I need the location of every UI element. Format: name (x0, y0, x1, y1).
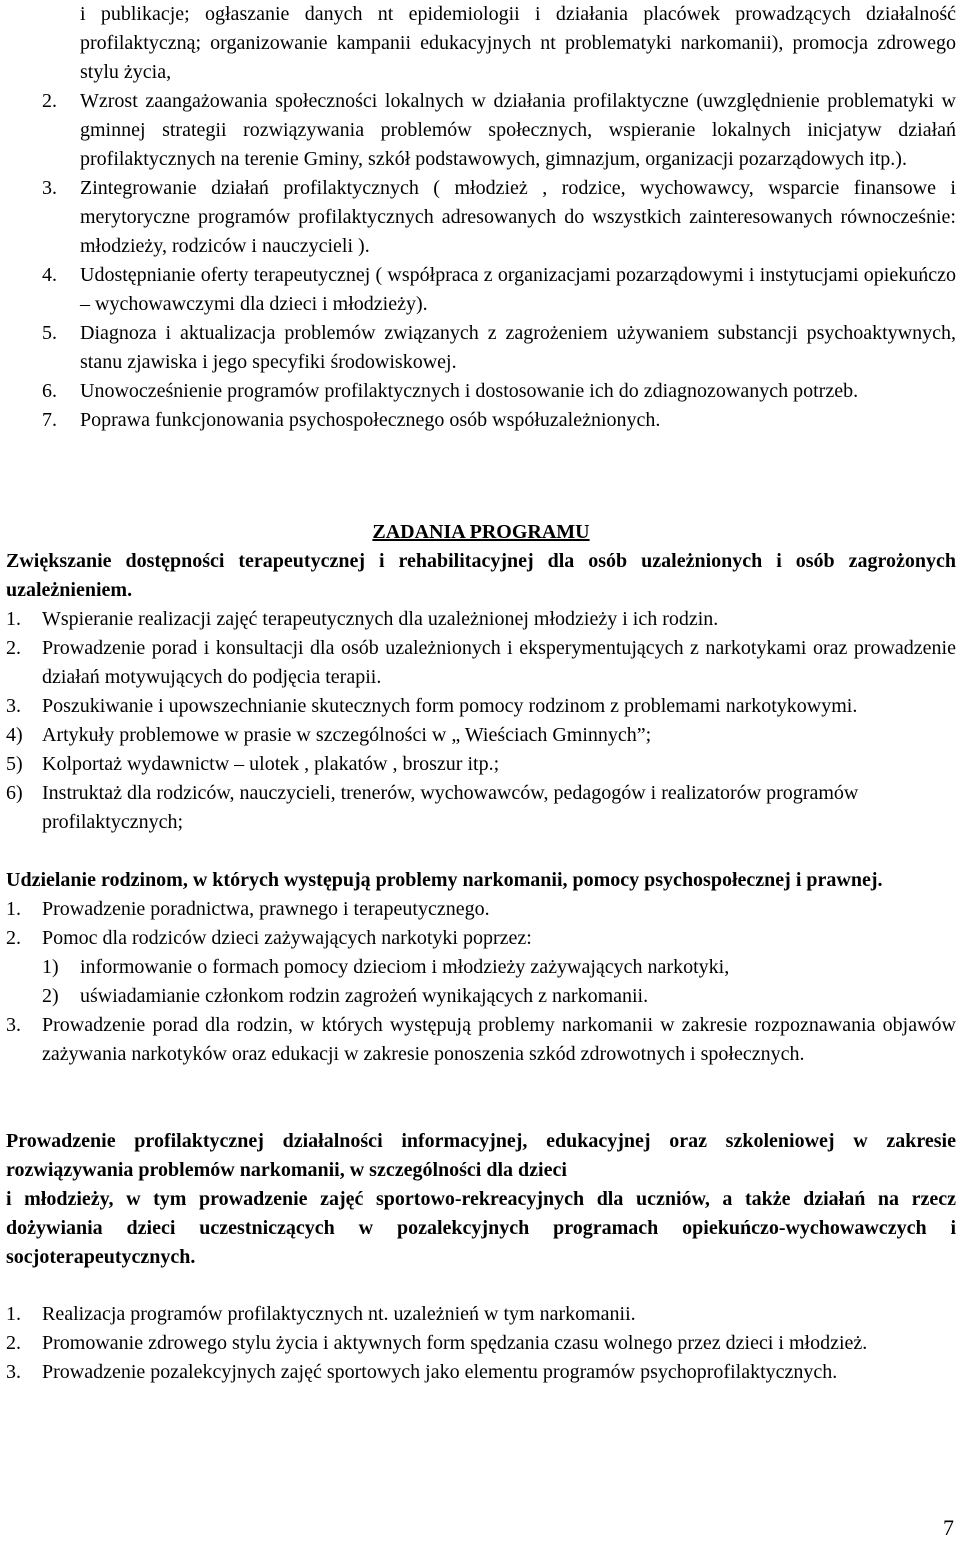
section-title: ZADANIA PROGRAMU (372, 521, 590, 543)
list-item (42, 174, 956, 261)
list-item (6, 1300, 956, 1329)
list-text: Realizacja programów profilaktycznych nt. uzależnień w tym narkomanii. (42, 1303, 636, 1325)
list-item (6, 634, 956, 692)
list-number: 4) (6, 724, 23, 746)
list-text: informowanie o formach pomocy dzieciom i młodzieży zażywających narkotyki, (80, 956, 730, 978)
list-number: 2. (42, 90, 57, 112)
list-number: 3. (6, 695, 21, 717)
list-item (6, 779, 956, 837)
task-group-3 (6, 1127, 956, 1272)
list-item (6, 1011, 956, 1069)
list-text: Artykuły problemowe w prasie w szczególności w „ Wieściach Gminnych”; (42, 724, 652, 746)
sub-list-item (6, 953, 956, 982)
list-item (42, 87, 956, 174)
list-text: Prowadzenie pozalekcyjnych zajęć sportowych jako elementu programów psychoprofilaktycznych. (42, 1361, 838, 1383)
list-text: Prowadzenie porad dla rodzin, w których występują problemy narkomanii w zakresie rozpoznawania objawów zażywania narkotyków oraz edukacji w zakresie ponoszenia szkód zdrowotnych i społecznych. (42, 1014, 956, 1065)
list-item (6, 721, 956, 750)
list-item (6, 1329, 956, 1358)
task-heading: Udzielanie rodzinom, w których występują problemy narkomanii, pomocy psychospołecznej i prawnej. (6, 869, 883, 891)
list-number: 2. (6, 927, 21, 949)
task-heading: Zwiększanie dostępności terapeutycznej i rehabilitacyjnej dla osób uzależnionych i osób zagrożonych uzależnieniem. (6, 550, 956, 601)
list-text: Pomoc dla rodziców dzieci zażywających narkotyki poprzez: (42, 927, 532, 949)
page-number: 7 (943, 1515, 954, 1540)
list-text: Zintegrowanie działań profilaktycznych ( młodzież , rodzice, wychowawcy, wsparcie finansowe i merytoryczne programów profilaktycznych adresowanych do wszystkich zainteresowanych równocześnie: młodzieży, rodziców i nauczycieli ). (80, 177, 956, 257)
list-item (42, 319, 956, 377)
list-number: 6. (42, 380, 57, 402)
list-number: 3. (6, 1014, 21, 1036)
list-number: 2) (42, 985, 59, 1007)
list-item (42, 406, 956, 435)
list-text: Instruktaż dla rodziców, nauczycieli, trenerów, wychowawców, pedagogów i realizatorów programów profilaktycznych; (42, 782, 859, 833)
list-number: 3. (6, 1361, 21, 1383)
list-text: uświadamianie członkom rodzin zagrożeń wynikających z narkomanii. (80, 985, 649, 1007)
list-text: Wzrost zaangażowania społeczności lokalnych w działania profilaktyczne (uwzględnienie problematyki w gminnej strategii rozwiązywania problemów społecznych, wspieranie lokalnych inicjatyw działań profilaktycznych na terenie Gminy, szkół podstawowych, gimnazjum, organizacji pozarządowych itp.). (80, 90, 956, 170)
list-text: Unowocześnienie programów profilaktycznych i dostosowanie ich do zdiagnozowanych potrzeb. (80, 380, 859, 402)
intro-text (80, 0, 956, 87)
list-number: 5) (6, 753, 23, 775)
task-heading-continued: i młodzieży, w tym prowadzenie zajęć sportowo-rekreacyjnych dla uczniów, a także działań na rzecz dożywiania dzieci uczestniczących w pozalekcyjnych programach opiekuńczo-wychowawczych i socjoterapeutycznych. (6, 1188, 956, 1268)
list-text: Udostępnianie oferty terapeutycznej ( współpraca z organizacjami pozarządowymi i instytucjami opiekuńczo – wychowawczymi dla dzieci i młodzieży). (80, 264, 956, 315)
list-number: 2. (6, 637, 21, 659)
list-item (6, 750, 956, 779)
list-number: 1. (6, 608, 21, 630)
task-group-3-list (6, 1300, 956, 1387)
list-item (6, 924, 956, 953)
list-number: 4. (42, 264, 57, 286)
section-title-block (6, 518, 956, 547)
list-number: 3. (42, 177, 57, 199)
list-item (6, 605, 956, 634)
list-item (42, 261, 956, 319)
list-number: 1. (6, 898, 21, 920)
task-heading: Prowadzenie profilaktycznej działalności informacyjnej, edukacyjnej oraz szkoleniowej w zakresie rozwiązywania problemów narkomanii, w szczególności dla dzieci (6, 1130, 956, 1181)
list-number: 5. (42, 322, 57, 344)
list-text: Wspieranie realizacji zajęć terapeutycznych dla uzależnionej młodzieży i ich rodzin. (42, 608, 719, 630)
list-item (6, 692, 956, 721)
list-number: 7. (42, 409, 57, 431)
list-number: 2. (6, 1332, 21, 1354)
list-item (6, 1358, 956, 1387)
intro-paragraph: i publikacje; ogłaszanie danych nt epidemiologii i działania placówek prowadzących działalność profilaktyczną; organizowanie kampanii edukacyjnych nt problematyki narkomanii), promocja zdrowego stylu życia, (80, 3, 956, 83)
list-text: Prowadzenie porad i konsultacji dla osób uzależnionych i eksperymentujących z narkotykami oraz prowadzenie działań motywujących do podjęcia terapii. (42, 637, 956, 688)
list-text: Diagnoza i aktualizacja problemów związanych z zagrożeniem używaniem substancji psychoaktywnych, stanu zjawiska i jego specyfiki środowiskowej. (80, 322, 956, 373)
list-number: 1) (42, 956, 59, 978)
list-number: 6) (6, 782, 23, 804)
list-item (6, 895, 956, 924)
task-group-2 (6, 866, 956, 1069)
sub-list-item (6, 982, 956, 1011)
list-text: Promowanie zdrowego stylu życia i aktywnych form spędzania czasu wolnego przez dzieci i młodzież. (42, 1332, 868, 1354)
list-text: Prowadzenie poradnictwa, prawnego i terapeutycznego. (42, 898, 490, 920)
list-text: Poprawa funkcjonowania psychospołecznego osób współuzależnionych. (80, 409, 661, 431)
list-text: Poszukiwanie i upowszechnianie skutecznych form pomocy rodzinom z problemami narkotykowymi. (42, 695, 858, 717)
list-number: 1. (6, 1303, 21, 1325)
list-item (42, 377, 956, 406)
objectives-list (42, 87, 956, 435)
list-text: Kolportaż wydawnictw – ulotek , plakatów , broszur itp.; (42, 753, 500, 775)
task-group-1 (6, 547, 956, 837)
